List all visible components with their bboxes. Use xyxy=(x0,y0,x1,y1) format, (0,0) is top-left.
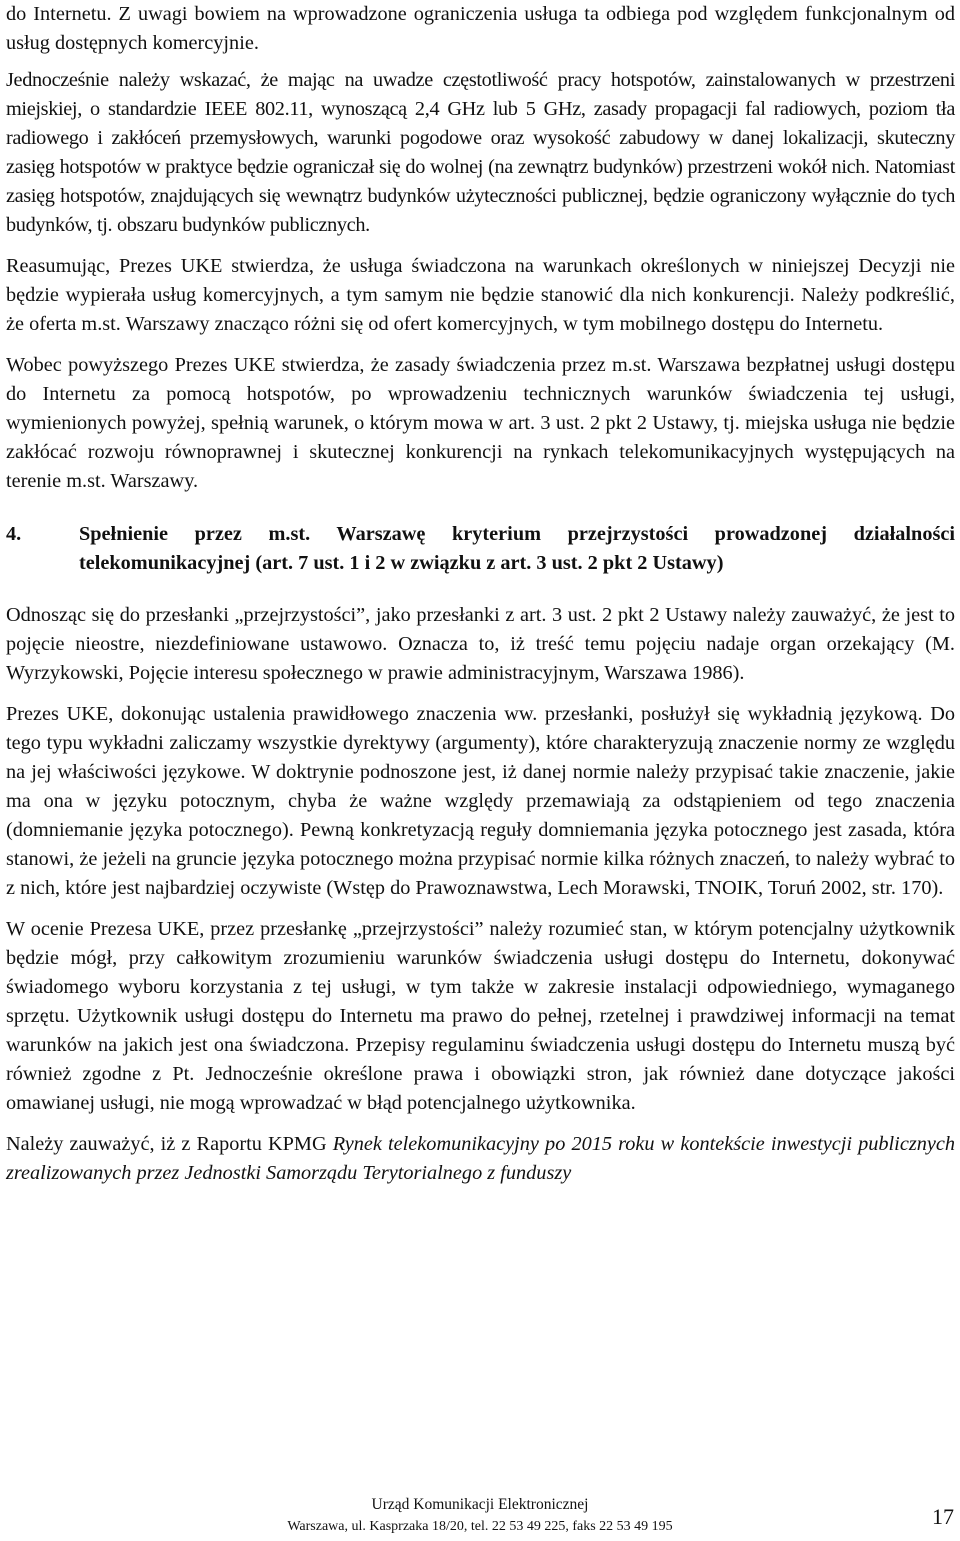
section-number: 4. xyxy=(6,523,22,545)
footer-address: Warszawa, ul. Kasprzaka 18/20, tel. 22 53 49 225, faks 22 53 49 195 xyxy=(287,1519,673,1534)
paragraph-transparency: Odnosząc się do przesłanki „przejrzystości”, jako przesłanki z art. 3 ust. 2 pkt 2 Ustawy należy zauważyć, że jest to pojęcie nieostre, niezdefiniowane ustawowo. Oznacza to, iż treść temu pojęciu nadaje organ orzekający (M. Wyrzykowski, Pojęcie interesu społecznego w prawie administracyjnym, Warszawa 1986). xyxy=(6,604,955,684)
page-number: 17 xyxy=(932,1504,954,1529)
paragraph-summary: Reasumując, Prezes UKE stwierdza, że usługa świadczona na warunkach określonych w niniejszej Decyzji nie będzie wypierała usług komercyjnych, a tym samym nie będzie stanowić dla nich konkurencji. Należy podkreślić, że oferta m.st. Warszawy znacząco różni się od ofert komercyjnych, w tym mobilnego dostępu do Internetu. xyxy=(6,255,955,335)
paragraph-hotspot-range: Jednocześnie należy wskazać, że mając na uwadze częstotliwość pracy hotspotów, zainstalowanych w przestrzeni miejskiej, o standardzie IEEE 802.11, wynoszącą 2,4 GHz lub 5 GHz, zasady propagacji fal radiowych, poziom tła radiowego i zakłóceń przemysłowych, warunki pogodowe oraz wysokość zabudowy w danej lokalizacji, skuteczny zasięg hotspotów w praktyce będzie ograniczał się do wolnej (na zewnątrz budynków) przestrzeni wokół nich. Natomiast zasięg hotspotów, znajdujących się wewnątrz budynków użyteczności publicznej, będzie ograniczony wyłącznie do tych budynków, tj. obszaru budynków publicznych. xyxy=(6,69,955,236)
page-footer xyxy=(0,1494,960,1540)
paragraph-continuation: do Internetu. Z uwagi bowiem na wprowadzone ograniczenia usługa ta odbiega pod względem funkcjonalnym od usług dostępnych komercyjnie. xyxy=(6,3,955,54)
paragraph-conclusion: Wobec powyższego Prezes UKE stwierdza, że zasady świadczenia przez m.st. Warszawa bezpłatnej usługi dostępu do Internetu za pomocą hotspotów, po wprowadzeniu technicznych warunków świadczenia tej usługi, wymienionych powyżej, spełnią warunek, o którym mowa w art. 3 ust. 2 pkt 2 Ustawy, tj. miejska usługa nie będzie zakłócać rozwoju równoprawnej i skutecznej konkurencji na rynkach telekomunikacyjnych występujących na terenie m.st. Warszawy. xyxy=(6,354,955,492)
document-page xyxy=(6,0,955,1188)
paragraph-uke-assessment: W ocenie Prezesa UKE, przez przesłankę „przejrzystości” należy rozumieć stan, w którym potencjalny użytkownik będzie mógł, przy całkowitym zrozumieniu warunków świadczenia usługi dostępu do Internetu, dokonywać świadomego wyboru korzystania z tej usługi, w tym także w zakresie instalacji odpowiedniego, wymaganego sprzętu. Użytkownik usługi dostępu do Internetu ma prawo do pełnej, rzetelnej i prawdziwej informacji na temat warunków na jakich jest ona świadczona. Przepisy regulaminu świadczenia usługi dostępu do Internetu muszą być również zgodne z Pt. Jednocześnie określone prawa i obowiązki stron, jak również dane dotyczące jakości omawianej usługi, nie mogą wprowadzać w błąd potencjalnego użytkownika. xyxy=(6,918,955,1114)
kpmg-lead-text: Należy zauważyć, iż z Raportu KPMG xyxy=(6,1133,333,1155)
footer-organization: Urząd Komunikacji Elektronicznej xyxy=(371,1496,589,1513)
section-title: Spełnienie przez m.st. Warszawę kryterium przejrzystości prowadzonej działalności telekomunikacyjnej (art. 7 ust. 1 i 2 w związku z art. 3 ust. 2 pkt 2 Ustawy) xyxy=(79,523,955,574)
paragraph-interpretation: Prezes UKE, dokonując ustalenia prawidłowego znaczenia ww. przesłanki, posłużył się wykładnią językową. Do tego typu wykładni zaliczamy wszystkie dyrektywy (argumenty), które charakteryzują znaczenie normy ze względu na jej właściwości językowe. W doktrynie podnoszone jest, iż danej normie należy przypisać takie znaczenie, jakie ma ona w języku potocznym, chyba że ważne względy przemawiają za odstąpieniem od tego znaczenia (domniemanie języka potocznego). Pewną konkretyzacją reguły domniemania języka potocznego jest zasada, która stanowi, że jeżeli na gruncie języka potocznego można przypisać normie kilka różnych znaczeń, to należy wybrać to z nich, które jest najbardziej oczywiste (Wstęp do Prawoznawstwa, Lech Morawski, TNOIK, Toruń 2002, str. 170). xyxy=(6,703,955,899)
section-heading xyxy=(6,520,955,578)
kpmg-report-title: Rynek telekomunikacyjny po 2015 roku w kontekście inwestycji publicznych zrealizowanych przez Jednostki Samorządu Terytorialnego z funduszy xyxy=(6,1133,955,1184)
paragraph-kpmg-report xyxy=(6,1130,955,1188)
